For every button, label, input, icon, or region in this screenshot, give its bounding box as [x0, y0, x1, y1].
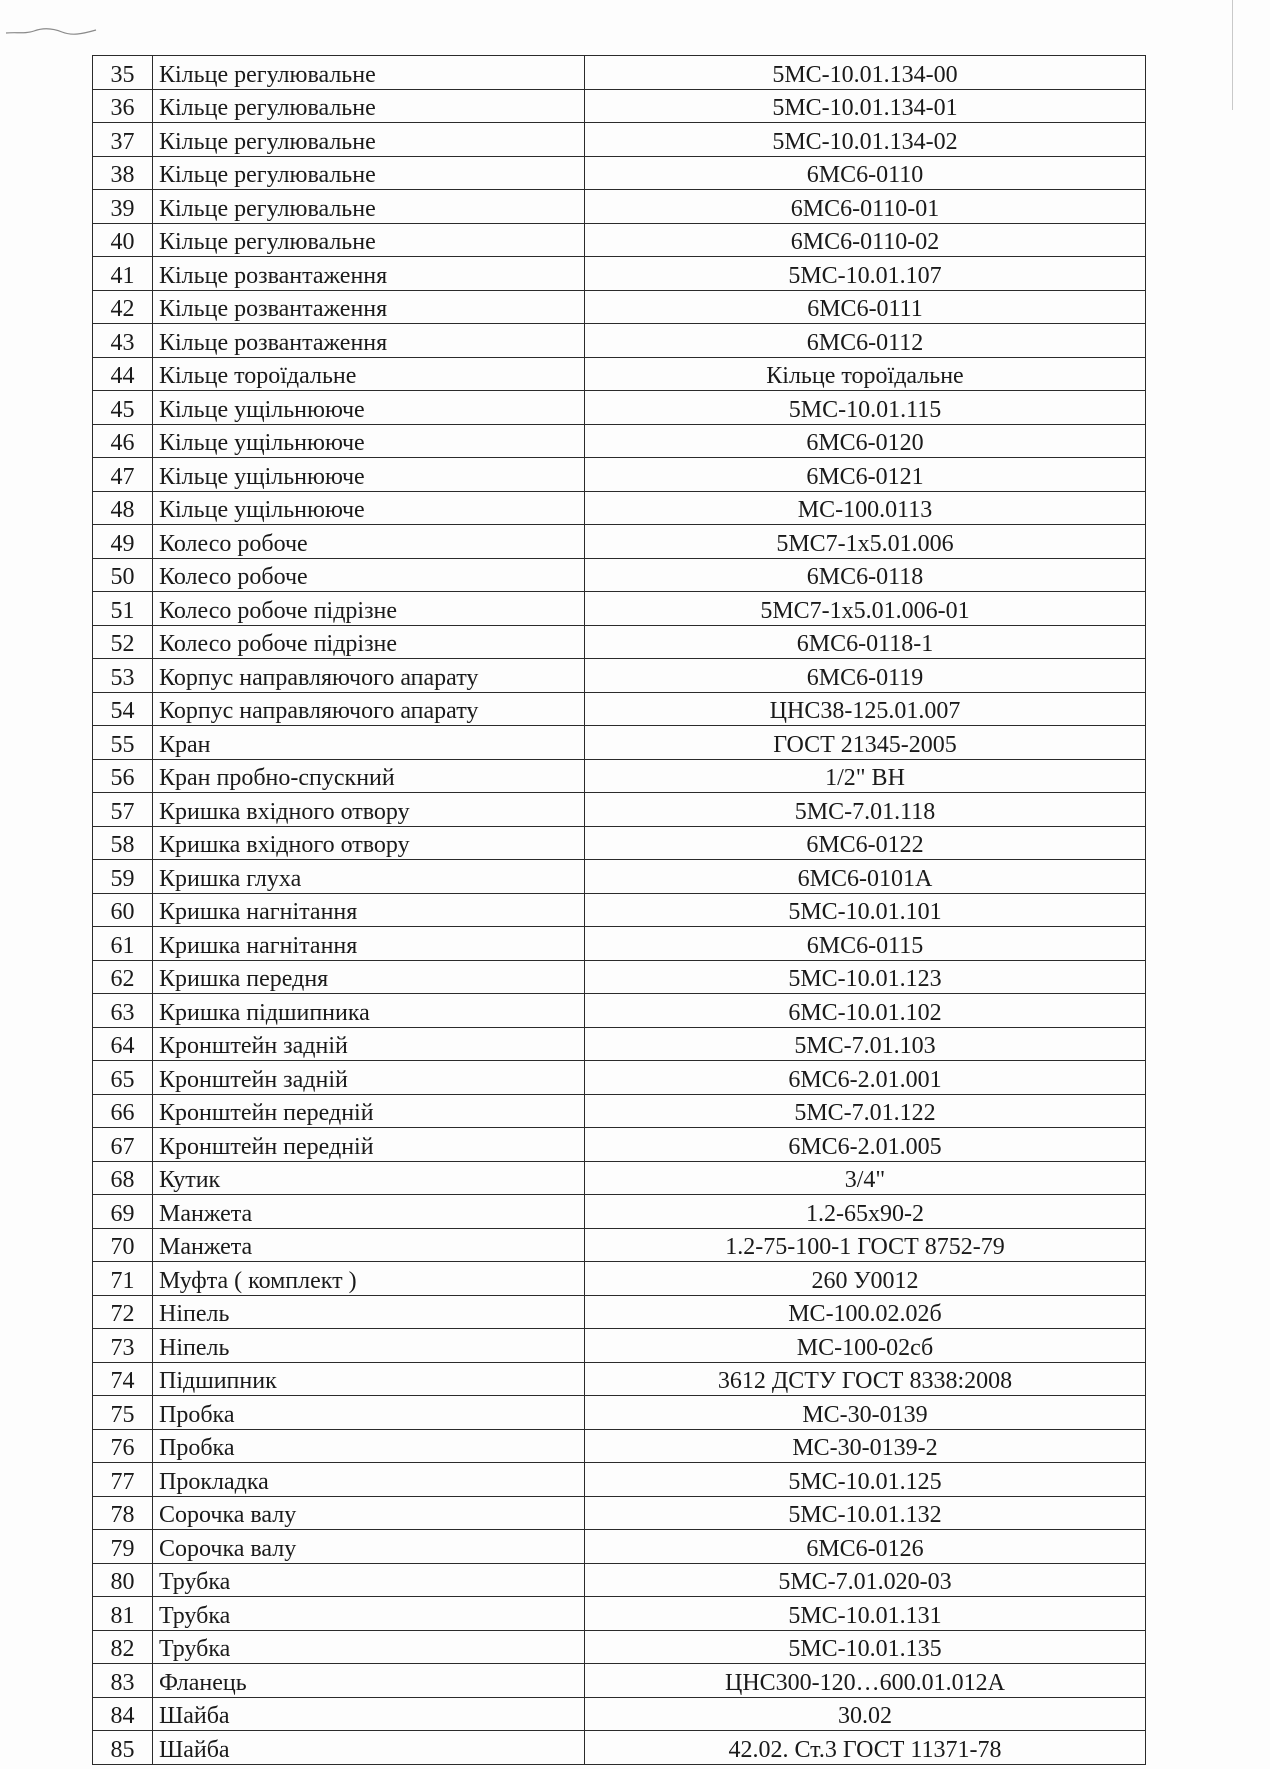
table-row	[93, 1429, 1146, 1463]
part-name-cell: Сорочка валу	[153, 1530, 585, 1564]
row-number-cell: 71	[93, 1262, 153, 1296]
table-row	[93, 1697, 1146, 1731]
table-row	[93, 1027, 1146, 1061]
part-code-cell: 30.02	[585, 1697, 1146, 1731]
part-name-cell: Сорочка валу	[153, 1496, 585, 1530]
part-name-cell: Фланець	[153, 1664, 585, 1698]
row-number-cell: 62	[93, 960, 153, 994]
table-row	[93, 860, 1146, 894]
part-name-cell: Кільце ущільнююче	[153, 491, 585, 525]
part-name-cell: Колесо робоче	[153, 525, 585, 559]
part-code-cell: 1/2" ВН	[585, 759, 1146, 793]
row-number-cell: 72	[93, 1295, 153, 1329]
table-row	[93, 257, 1146, 291]
row-number-cell: 77	[93, 1463, 153, 1497]
table-row	[93, 793, 1146, 827]
table-row	[93, 826, 1146, 860]
part-code-cell: МС-30-0139	[585, 1396, 1146, 1430]
part-name-cell: Прокладка	[153, 1463, 585, 1497]
part-code-cell: 5МС-10.01.134-02	[585, 123, 1146, 157]
row-number-cell: 44	[93, 357, 153, 391]
part-name-cell: Кришка передня	[153, 960, 585, 994]
part-code-cell: 5МС-10.01.123	[585, 960, 1146, 994]
part-code-cell: 6МС6-0122	[585, 826, 1146, 860]
part-name-cell: Підшипник	[153, 1362, 585, 1396]
part-name-cell: Шайба	[153, 1697, 585, 1731]
part-name-cell: Кільце регулювальне	[153, 190, 585, 224]
row-number-cell: 39	[93, 190, 153, 224]
row-number-cell: 68	[93, 1161, 153, 1195]
row-number-cell: 84	[93, 1697, 153, 1731]
part-code-cell: 6МС6-0126	[585, 1530, 1146, 1564]
part-name-cell: Кільце регулювальне	[153, 89, 585, 123]
table-row	[93, 659, 1146, 693]
row-number-cell: 73	[93, 1329, 153, 1363]
row-number-cell: 70	[93, 1228, 153, 1262]
part-code-cell: ЦНС38-125.01.007	[585, 692, 1146, 726]
part-code-cell: 3/4"	[585, 1161, 1146, 1195]
table-row	[93, 190, 1146, 224]
table-row	[93, 592, 1146, 626]
part-name-cell: Колесо робоче підрізне	[153, 592, 585, 626]
part-code-cell: 5МС-10.01.125	[585, 1463, 1146, 1497]
table-row	[93, 1496, 1146, 1530]
row-number-cell: 36	[93, 89, 153, 123]
table-row	[93, 692, 1146, 726]
table-row	[93, 558, 1146, 592]
part-name-cell: Кутик	[153, 1161, 585, 1195]
row-number-cell: 83	[93, 1664, 153, 1698]
part-code-cell: МС-100.0113	[585, 491, 1146, 525]
table-row	[93, 1329, 1146, 1363]
table-row	[93, 56, 1146, 90]
table-row	[93, 1228, 1146, 1262]
row-number-cell: 45	[93, 391, 153, 425]
part-code-cell: 5МС-10.01.107	[585, 257, 1146, 291]
row-number-cell: 67	[93, 1128, 153, 1162]
row-number-cell: 38	[93, 156, 153, 190]
row-number-cell: 60	[93, 893, 153, 927]
parts-table-body	[93, 56, 1146, 1765]
table-row	[93, 1396, 1146, 1430]
table-row	[93, 1597, 1146, 1631]
part-code-cell: 6МС6-0120	[585, 424, 1146, 458]
part-name-cell: Кільце регулювальне	[153, 123, 585, 157]
table-row	[93, 1530, 1146, 1564]
part-code-cell: 6МС6-0110	[585, 156, 1146, 190]
part-code-cell: 6МС6-0121	[585, 458, 1146, 492]
part-code-cell: 6МС6-0118-1	[585, 625, 1146, 659]
parts-table	[92, 55, 1146, 1765]
part-code-cell: 6МС6-0110-01	[585, 190, 1146, 224]
part-code-cell: 5МС-10.01.131	[585, 1597, 1146, 1631]
part-name-cell: Пробка	[153, 1429, 585, 1463]
part-name-cell: Корпус направляючого апарату	[153, 659, 585, 693]
part-name-cell: Кільце ущільнююче	[153, 391, 585, 425]
part-code-cell: 6МС-10.01.102	[585, 994, 1146, 1028]
part-name-cell: Кронштейн передній	[153, 1094, 585, 1128]
part-code-cell: 6МС6-0115	[585, 927, 1146, 961]
table-row	[93, 357, 1146, 391]
table-row	[93, 1094, 1146, 1128]
row-number-cell: 58	[93, 826, 153, 860]
part-code-cell: 1.2-75-100-1 ГОСТ 8752-79	[585, 1228, 1146, 1262]
row-number-cell: 78	[93, 1496, 153, 1530]
row-number-cell: 61	[93, 927, 153, 961]
row-number-cell: 43	[93, 324, 153, 358]
part-code-cell: МС-100-02сб	[585, 1329, 1146, 1363]
part-name-cell: Трубка	[153, 1597, 585, 1631]
row-number-cell: 46	[93, 424, 153, 458]
row-number-cell: 74	[93, 1362, 153, 1396]
table-row	[93, 1161, 1146, 1195]
row-number-cell: 65	[93, 1061, 153, 1095]
part-code-cell: 3612 ДСТУ ГОСТ 8338:2008	[585, 1362, 1146, 1396]
part-name-cell: Кронштейн задній	[153, 1027, 585, 1061]
table-row	[93, 726, 1146, 760]
table-row	[93, 458, 1146, 492]
row-number-cell: 49	[93, 525, 153, 559]
row-number-cell: 85	[93, 1731, 153, 1765]
part-code-cell: 6МС6-0112	[585, 324, 1146, 358]
row-number-cell: 75	[93, 1396, 153, 1430]
table-row	[93, 290, 1146, 324]
part-name-cell: Кронштейн передній	[153, 1128, 585, 1162]
part-name-cell: Кільце розвантаження	[153, 290, 585, 324]
part-name-cell: Трубка	[153, 1630, 585, 1664]
part-name-cell: Шайба	[153, 1731, 585, 1765]
part-code-cell: 5МС-10.01.134-01	[585, 89, 1146, 123]
part-name-cell: Пробка	[153, 1396, 585, 1430]
part-name-cell: Кришка глуха	[153, 860, 585, 894]
part-name-cell: Кільце регулювальне	[153, 156, 585, 190]
part-code-cell: 5МС-7.01.122	[585, 1094, 1146, 1128]
part-code-cell: 260 У0012	[585, 1262, 1146, 1296]
row-number-cell: 55	[93, 726, 153, 760]
row-number-cell: 53	[93, 659, 153, 693]
table-row	[93, 223, 1146, 257]
row-number-cell: 69	[93, 1195, 153, 1229]
part-code-cell: 6МС6-0101А	[585, 860, 1146, 894]
scan-artifact-mark	[4, 24, 100, 38]
part-name-cell: Ніпель	[153, 1295, 585, 1329]
part-name-cell: Кільце тороїдальне	[153, 357, 585, 391]
part-code-cell: 5МС-7.01.020-03	[585, 1563, 1146, 1597]
table-row	[93, 927, 1146, 961]
row-number-cell: 42	[93, 290, 153, 324]
part-name-cell: Кришка нагнітання	[153, 893, 585, 927]
table-row	[93, 1061, 1146, 1095]
row-number-cell: 82	[93, 1630, 153, 1664]
part-name-cell: Кришка вхідного отвору	[153, 793, 585, 827]
table-row	[93, 994, 1146, 1028]
part-name-cell: Кільце ущільнююче	[153, 424, 585, 458]
row-number-cell: 66	[93, 1094, 153, 1128]
table-row	[93, 324, 1146, 358]
table-row	[93, 1362, 1146, 1396]
table-row	[93, 1664, 1146, 1698]
table-row	[93, 1262, 1146, 1296]
row-number-cell: 63	[93, 994, 153, 1028]
part-code-cell: МС-30-0139-2	[585, 1429, 1146, 1463]
part-code-cell: 5МС7-1х5.01.006	[585, 525, 1146, 559]
table-row	[93, 1128, 1146, 1162]
part-name-cell: Кришка підшипника	[153, 994, 585, 1028]
table-row	[93, 89, 1146, 123]
part-name-cell: Кришка нагнітання	[153, 927, 585, 961]
part-code-cell: 5МС-7.01.118	[585, 793, 1146, 827]
part-code-cell: 5МС-10.01.135	[585, 1630, 1146, 1664]
table-row	[93, 1563, 1146, 1597]
part-name-cell: Манжета	[153, 1228, 585, 1262]
part-code-cell: 1.2-65х90-2	[585, 1195, 1146, 1229]
row-number-cell: 76	[93, 1429, 153, 1463]
part-name-cell: Трубка	[153, 1563, 585, 1597]
part-name-cell: Кран пробно-спускний	[153, 759, 585, 793]
part-code-cell: МС-100.02.02б	[585, 1295, 1146, 1329]
row-number-cell: 64	[93, 1027, 153, 1061]
part-name-cell: Кришка вхідного отвору	[153, 826, 585, 860]
row-number-cell: 54	[93, 692, 153, 726]
part-code-cell: Кільце тороїдальне	[585, 357, 1146, 391]
part-code-cell: 5МС-10.01.115	[585, 391, 1146, 425]
table-row	[93, 1731, 1146, 1765]
part-name-cell: Колесо робоче	[153, 558, 585, 592]
row-number-cell: 47	[93, 458, 153, 492]
part-name-cell: Кільце розвантаження	[153, 324, 585, 358]
row-number-cell: 37	[93, 123, 153, 157]
table-row	[93, 1463, 1146, 1497]
table-row	[93, 759, 1146, 793]
row-number-cell: 52	[93, 625, 153, 659]
row-number-cell: 56	[93, 759, 153, 793]
part-code-cell: ГОСТ 21345-2005	[585, 726, 1146, 760]
row-number-cell: 79	[93, 1530, 153, 1564]
row-number-cell: 57	[93, 793, 153, 827]
part-name-cell: Кільце розвантаження	[153, 257, 585, 291]
part-code-cell: ЦНС300-120…600.01.012А	[585, 1664, 1146, 1698]
part-code-cell: 6МС6-0118	[585, 558, 1146, 592]
row-number-cell: 80	[93, 1563, 153, 1597]
table-row	[93, 625, 1146, 659]
table-row	[93, 1295, 1146, 1329]
row-number-cell: 35	[93, 56, 153, 90]
table-row	[93, 893, 1146, 927]
part-code-cell: 6МС6-0110-02	[585, 223, 1146, 257]
page-edge-line	[1232, 0, 1233, 110]
row-number-cell: 81	[93, 1597, 153, 1631]
table-row	[93, 1195, 1146, 1229]
table-row	[93, 391, 1146, 425]
part-code-cell: 5МС7-1х5.01.006-01	[585, 592, 1146, 626]
part-name-cell: Кільце регулювальне	[153, 223, 585, 257]
row-number-cell: 59	[93, 860, 153, 894]
table-row	[93, 491, 1146, 525]
part-name-cell: Манжета	[153, 1195, 585, 1229]
part-code-cell: 6МС6-2.01.001	[585, 1061, 1146, 1095]
row-number-cell: 40	[93, 223, 153, 257]
part-name-cell: Кронштейн задній	[153, 1061, 585, 1095]
part-name-cell: Муфта ( комплект )	[153, 1262, 585, 1296]
row-number-cell: 48	[93, 491, 153, 525]
table-row	[93, 123, 1146, 157]
table-row	[93, 424, 1146, 458]
part-name-cell: Кільце ущільнююче	[153, 458, 585, 492]
part-code-cell: 6МС6-2.01.005	[585, 1128, 1146, 1162]
row-number-cell: 41	[93, 257, 153, 291]
table-row	[93, 960, 1146, 994]
part-code-cell: 5МС-10.01.101	[585, 893, 1146, 927]
part-code-cell: 5МС-10.01.134-00	[585, 56, 1146, 90]
part-name-cell: Корпус направляючого апарату	[153, 692, 585, 726]
part-code-cell: 6МС6-0119	[585, 659, 1146, 693]
part-code-cell: 5МС-7.01.103	[585, 1027, 1146, 1061]
part-name-cell: Ніпель	[153, 1329, 585, 1363]
part-name-cell: Кран	[153, 726, 585, 760]
part-code-cell: 5МС-10.01.132	[585, 1496, 1146, 1530]
row-number-cell: 51	[93, 592, 153, 626]
row-number-cell: 50	[93, 558, 153, 592]
part-code-cell: 6МС6-0111	[585, 290, 1146, 324]
table-row	[93, 525, 1146, 559]
part-code-cell: 42.02. Ст.3 ГОСТ 11371-78	[585, 1731, 1146, 1765]
table-row	[93, 1630, 1146, 1664]
part-name-cell: Колесо робоче підрізне	[153, 625, 585, 659]
part-name-cell: Кільце регулювальне	[153, 56, 585, 90]
table-row	[93, 156, 1146, 190]
